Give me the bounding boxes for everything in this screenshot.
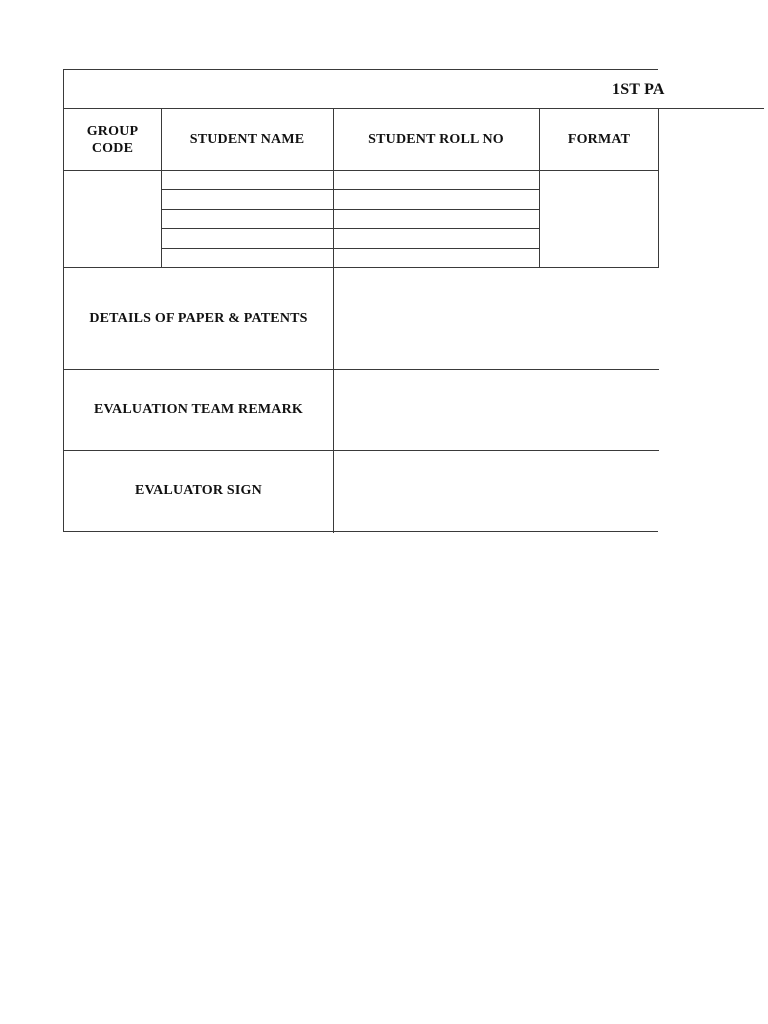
label-details-of-paper-patents: DETAILS OF PAPER & PATENTS (89, 310, 308, 326)
table-row (161, 209, 539, 210)
header-divider (64, 170, 659, 171)
label-evaluation-team-remark: EVALUATION TEAM REMARK (94, 402, 303, 417)
header-group-code: GROUP CODE (86, 123, 139, 156)
header-student-roll-no: STUDENT ROLL NO (368, 132, 504, 147)
header-format: FORMAT (567, 132, 631, 147)
table-row (161, 228, 539, 229)
lower-col-divider (333, 267, 334, 533)
table-row (161, 248, 539, 249)
header-student-name: STUDENT NAME (189, 132, 305, 147)
table-row (161, 189, 539, 190)
label-evaluator-sign: EVALUATOR SIGN (135, 483, 262, 498)
col-divider-roll (539, 109, 540, 267)
evaluation-form-table (63, 69, 665, 532)
col-divider-format (658, 109, 659, 267)
form-title: 1ST PA (64, 70, 764, 109)
col-divider-group (161, 109, 162, 267)
